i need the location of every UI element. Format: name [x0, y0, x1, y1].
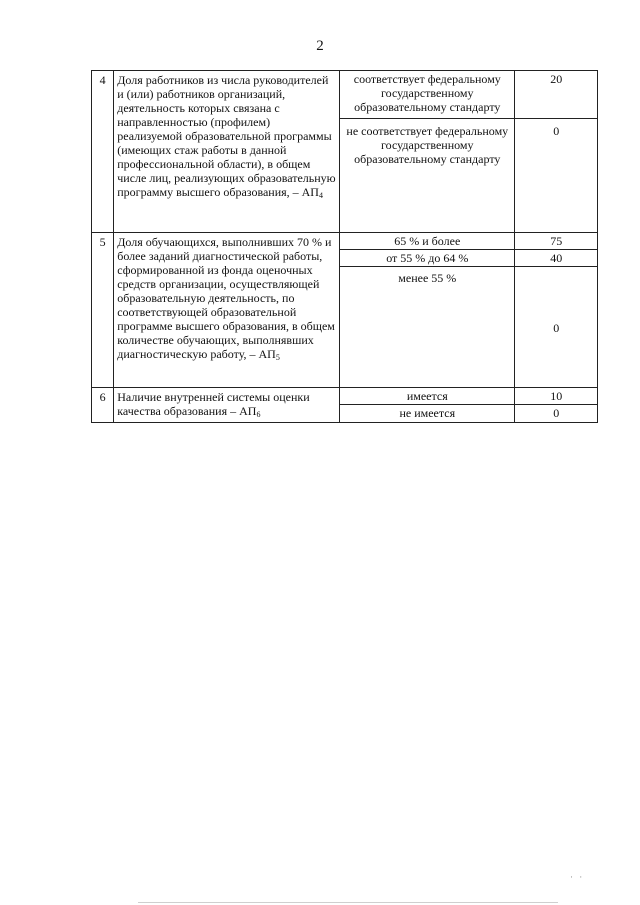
table-row — [92, 233, 598, 250]
score-cell: 0 — [515, 405, 598, 423]
criteria-table — [91, 70, 598, 423]
score-cell: 75 — [515, 233, 598, 250]
condition-cell: менее 55 % — [340, 267, 515, 388]
row-number: 5 — [92, 233, 114, 388]
scan-artifact: · · — [570, 872, 585, 882]
score-cell: 0 — [515, 267, 598, 388]
condition-cell: соответствует федеральному государственному образовательному стандарту — [340, 71, 515, 119]
condition-cell: 65 % и более — [340, 233, 515, 250]
criterion-description — [114, 233, 340, 388]
page-number: 2 — [316, 38, 324, 54]
condition-cell: имеется — [340, 388, 515, 405]
score-cell: 40 — [515, 250, 598, 267]
indicator-subscript: 4 — [318, 191, 323, 200]
score-cell: 20 — [515, 71, 598, 119]
table-row — [92, 388, 598, 405]
description-text: Доля работников из числа руководителей и (или) работников организаций, деятельность которых связана с направленностью (профилем) реализуемой образовательной программы (имеющих стаж работы в данной профессиональной области), в общем числе лиц, реализующих образовательную программу высшего образования, – АП — [117, 73, 336, 199]
indicator-subscript: 6 — [256, 410, 261, 419]
row-number: 4 — [92, 71, 114, 233]
criterion-description — [114, 388, 340, 423]
description-text: Доля обучающихся, выполнивших 70 % и более заданий диагностической работы, сформированной из фонда оценочных средств организации, осуществляющей образовательную деятельность, по соответствующей образовательной программе высшего образования, в общем количестве обучающих, выполнявших диагностическую работу, – АП — [117, 235, 335, 361]
condition-cell: не соответствует федеральному государственному образовательному стандарту — [340, 119, 515, 233]
score-cell: 10 — [515, 388, 598, 405]
description-text: Наличие внутренней системы оценки качества образования – АП — [117, 390, 310, 418]
row-number: 6 — [92, 388, 114, 423]
indicator-subscript: 5 — [275, 353, 280, 362]
score-cell: 0 — [515, 119, 598, 233]
condition-cell: от 55 % до 64 % — [340, 250, 515, 267]
table-row — [92, 71, 598, 119]
condition-cell: не имеется — [340, 405, 515, 423]
page-edge-line — [138, 902, 558, 903]
criterion-description — [114, 71, 340, 233]
